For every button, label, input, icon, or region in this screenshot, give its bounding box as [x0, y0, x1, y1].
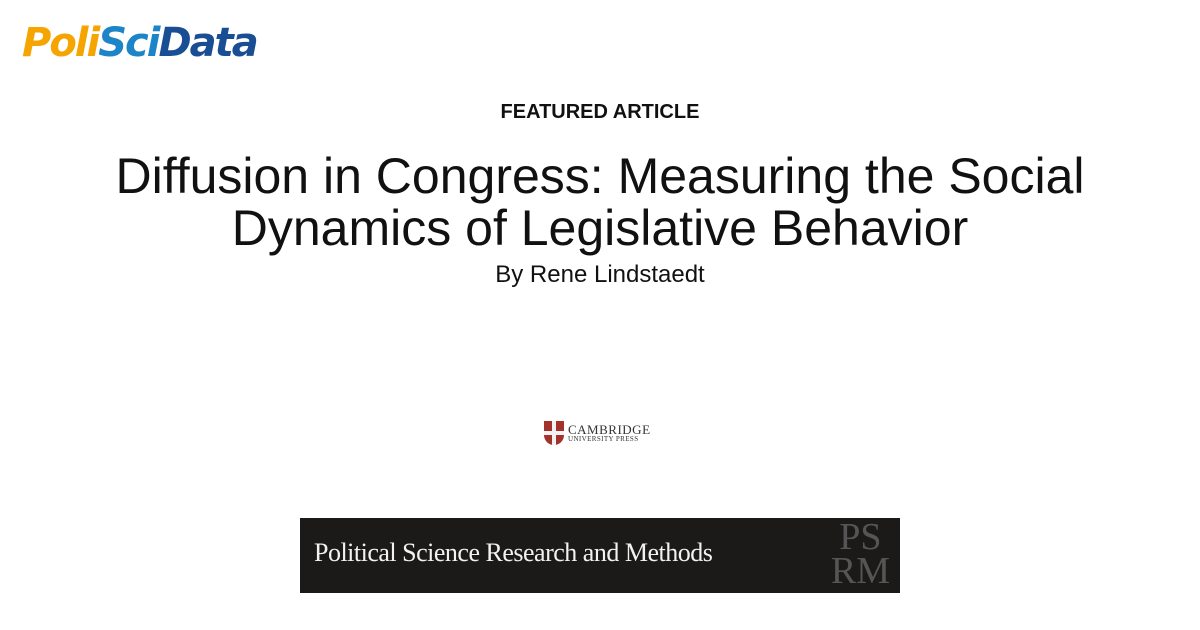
article-title: Diffusion in Congress: Measuring the Social Dynamics of Legislative Behavior	[115, 148, 1085, 256]
featured-label: FEATURED ARTICLE	[500, 101, 700, 123]
poliscidata-logo[interactable]: PoliSciData	[22, 20, 257, 66]
article-byline: By Rene Lindstaedt	[495, 261, 705, 288]
cambridge-shield-icon	[544, 421, 564, 445]
journal-banner	[300, 518, 900, 593]
journal-title: Political Science Research and Methods	[314, 538, 713, 567]
cambridge-university-press-logo: CAMBRIDGE UNIVERSITY PRESS	[544, 421, 651, 445]
psrm-logo: PS RM	[830, 516, 890, 592]
